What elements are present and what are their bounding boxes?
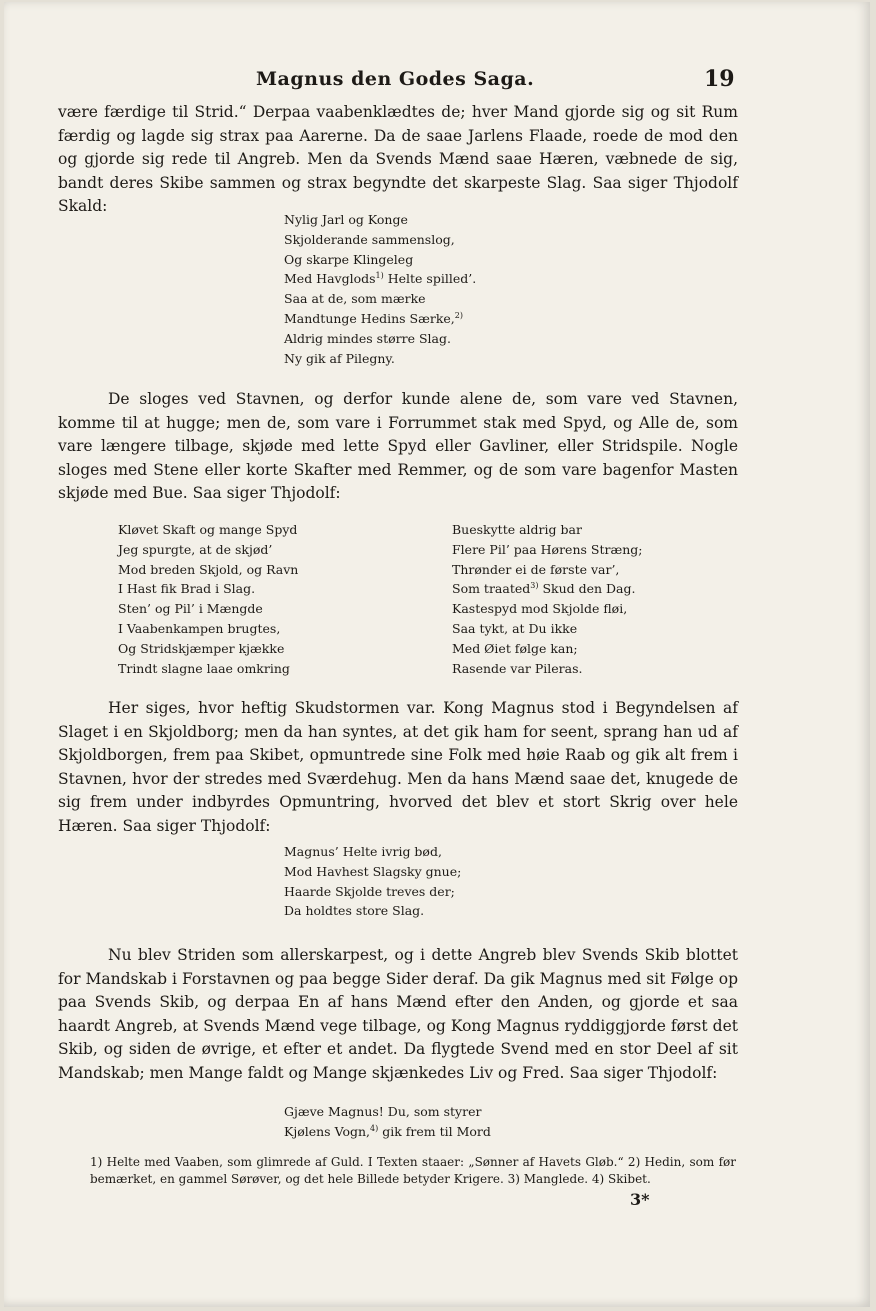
verse-line: Rasende var Pileras. bbox=[452, 660, 583, 676]
footnotes: 1) Helte med Vaaben, som glimrede af Guld. I Texten staaer: „Sønner af Havets Gløb.“ 2) Hedin, som før bemærket, en gammel Sørøver, og det hele Billede betyder Krigere. 3) Manglede. 4) Skibet. bbox=[90, 1155, 736, 1186]
paragraph-4 bbox=[58, 944, 738, 1086]
verse-line: I Hast fik Brad i Slag. bbox=[118, 581, 256, 597]
signature-mark: 3* bbox=[630, 1190, 650, 1209]
verse-line: Flere Pil’ paa Hørens Stræng; bbox=[452, 541, 643, 557]
paragraph-3 bbox=[58, 697, 738, 839]
footnote-ref: 3) bbox=[530, 581, 539, 591]
paragraph-text: Nu blev Striden som allerskarpest, og i dette Angreb blev Svends Skib blottet for Mandskab i Forstavnen og paa begge Sider deraf. Da gik Magnus med sit Følge op paa Svends Skib, og derpaa En af hans Mænd efter den Anden, og gjorde et saa haardt Angreb, at Svends Mænd vege tilbage, og Kong Magnus ryddiggjorde først det Skib, og siden de øvrige, et efter et andet. Da flygtede Svend med en stor Deel af sit Mandskab; men Mange faldt og Mange skjænkedes Liv og Fred. Saa siger Thjodolf: bbox=[58, 946, 738, 1082]
verse-line: Jeg spurgte, at de skjød’ bbox=[118, 541, 273, 557]
verse-line: Trindt slagne laae omkring bbox=[118, 660, 290, 676]
paragraph-text: Her siges, hvor heftig Skudstormen var. Kong Magnus stod i Begyndelsen af Slaget i en Skjoldborg; men da han syntes, at det gik ham for seent, sprang han ud af Skjoldborgen, frem paa Skibet, opmuntrede sine Folk med høie Raab og gik alt frem i Stavnen, hvor der stredes med Sværdehug. Men da hans Mænd saae det, knugede de sig frem under indbyrdes Opmuntring, hvorved det blev et stort Skrig over hele Hæren. Saa siger Thjodolf: bbox=[58, 699, 738, 835]
verse-line: Skjolderande sammenslog, bbox=[284, 231, 455, 247]
paragraph-text: være færdige til Strid.“ Derpaa vaabenklædtes de; hver Mand gjorde sig og sit Rum færdig og lagde sig strax paa Aarerne. Da de saae Jarlens Flaade, roede de mod den og gjorde sig rede til Angreb. Men da Svends Mænd saae Hæren, væbnede de sig, bandt deres Skibe sammen og strax begyndte det skarpeste Slag. Saa siger Thjodolf Skald: bbox=[58, 103, 738, 216]
verse-line: Med Øiet følge kan; bbox=[452, 640, 578, 656]
verse-line-text: Mandtunge Hedins Særke, bbox=[284, 310, 455, 326]
verse-line-text: Som traated bbox=[452, 581, 531, 597]
verse-2-left-column bbox=[118, 520, 298, 678]
verse-line: I Vaabenkampen brugtes, bbox=[118, 620, 281, 636]
verse-line-text: Kjølens Vogn, bbox=[284, 1123, 371, 1139]
paragraph-1 bbox=[58, 101, 738, 219]
verse-line: Gjæve Magnus! Du, som styrer bbox=[284, 1104, 482, 1119]
verse-line: Mod breden Skjold, og Ravn bbox=[118, 561, 299, 577]
verse-3 bbox=[284, 842, 461, 921]
paragraph-2 bbox=[58, 388, 738, 506]
verse-1 bbox=[284, 210, 476, 368]
verse-line-text: Helte spilled’. bbox=[383, 271, 477, 287]
verse-line: Saa at de, som mærke bbox=[284, 291, 426, 307]
paragraph-text: De sloges ved Stavnen, og derfor kunde alene de, som vare ved Stavnen, komme til at hugge; men de, som vare i Forrummet stak med Spyd, og Alle de, som vare længere tilbage, skjøde med lette Spyd eller Gavliner, eller Stridspile. Nogle sloges med Stene eller korte Skafter med Remmer, og de som vare bagenfor Masten skjøde med Bue. Saa siger Thjodolf: bbox=[58, 390, 738, 503]
verse-line bbox=[284, 1122, 491, 1142]
book-page bbox=[4, 2, 870, 1307]
running-title: Magnus den Godes Saga. bbox=[256, 68, 535, 90]
verse-line: Thrønder ei de første var’, bbox=[452, 561, 620, 577]
verse-line-text: gik frem til Mord bbox=[378, 1123, 491, 1139]
footnote-ref: 1) bbox=[375, 271, 384, 281]
verse-line: Kløvet Skaft og mange Spyd bbox=[118, 522, 298, 537]
verse-line: Og skarpe Klingeleg bbox=[284, 251, 414, 267]
verse-line bbox=[284, 309, 476, 329]
verse-line: Kastespyd mod Skjolde fløi, bbox=[452, 601, 628, 617]
verse-line bbox=[284, 269, 476, 289]
verse-line: Og Stridskjæmper kjække bbox=[118, 640, 285, 656]
verse-line: Ny gik af Pilegny. bbox=[284, 350, 395, 366]
verse-line-text: Skud den Dag. bbox=[538, 581, 636, 597]
verse-line-text: Med Havglods bbox=[284, 271, 376, 287]
verse-line bbox=[452, 579, 642, 599]
footnote-ref: 4) bbox=[370, 1123, 379, 1133]
verse-line: Bueskytte aldrig bar bbox=[452, 522, 582, 537]
verse-line: Sten’ og Pil’ i Mængde bbox=[118, 601, 263, 617]
page-header bbox=[4, 68, 870, 94]
verse-4 bbox=[284, 1102, 491, 1142]
verse-line: Da holdtes store Slag. bbox=[284, 903, 425, 919]
footnote-ref: 2) bbox=[454, 310, 463, 320]
verse-2-right-column bbox=[452, 520, 642, 678]
verse-line: Magnus’ Helte ivrig bød, bbox=[284, 844, 442, 859]
verse-line: Saa tykt, at Du ikke bbox=[452, 620, 578, 636]
verse-line: Haarde Skjolde treves der; bbox=[284, 883, 455, 899]
verse-line: Mod Havhest Slagsky gnue; bbox=[284, 863, 462, 879]
verse-line: Aldrig mindes større Slag. bbox=[284, 330, 451, 346]
page-number: 19 bbox=[704, 66, 735, 92]
verse-line: Nylig Jarl og Konge bbox=[284, 212, 408, 227]
